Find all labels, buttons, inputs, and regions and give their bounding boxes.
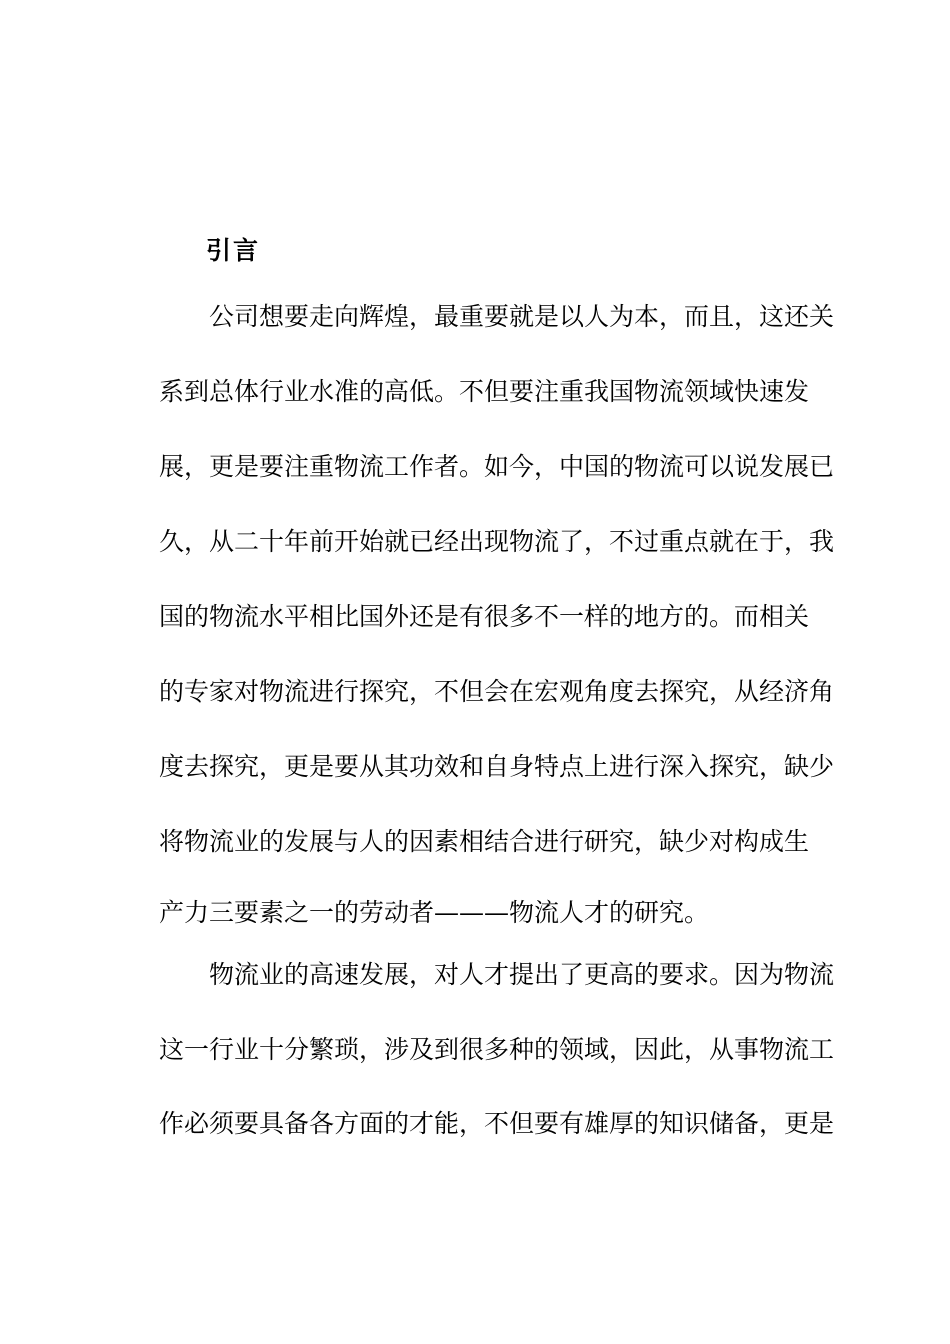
section-heading: 引言 (206, 236, 261, 265)
paragraph-1-line-1: 公司想要走向辉煌，最重要就是以人为本，而且，这还关 (209, 302, 835, 331)
paragraph-1-line-4: 久，从二十年前开始就已经出现物流了，不过重点就在于，我 (159, 527, 835, 556)
paragraph-2-line-1: 物流业的高速发展，对人才提出了更高的要求。因为物流 (209, 960, 835, 989)
paragraph-1-line-3: 展，更是要注重物流工作者。如今，中国的物流可以说发展已 (159, 452, 835, 481)
paragraph-1-line-5: 国的物流水平相比国外还是有很多不一样的地方的。而相关 (159, 602, 810, 631)
paragraph-2-line-3: 作必须要具备各方面的才能，不但要有雄厚的知识储备，更是 (159, 1109, 835, 1138)
paragraph-1-line-7: 度去探究，更是要从其功效和自身特点上进行深入探究，缺少 (159, 752, 835, 781)
paragraph-1-line-8: 将物流业的发展与人的因素相结合进行研究，缺少对构成生 (159, 827, 810, 856)
paragraph-1-line-6: 的专家对物流进行探究，不但会在宏观角度去探究，从经济角 (159, 677, 835, 706)
paragraph-2-line-2: 这一行业十分繁琐，涉及到很多种的领域，因此，从事物流工 (159, 1035, 835, 1064)
paragraph-1-line-9: 产力三要素之一的劳动者———物流人才的研究。 (159, 898, 710, 927)
paragraph-1-line-2: 系到总体行业水准的高低。不但要注重我国物流领域快速发 (159, 377, 810, 406)
